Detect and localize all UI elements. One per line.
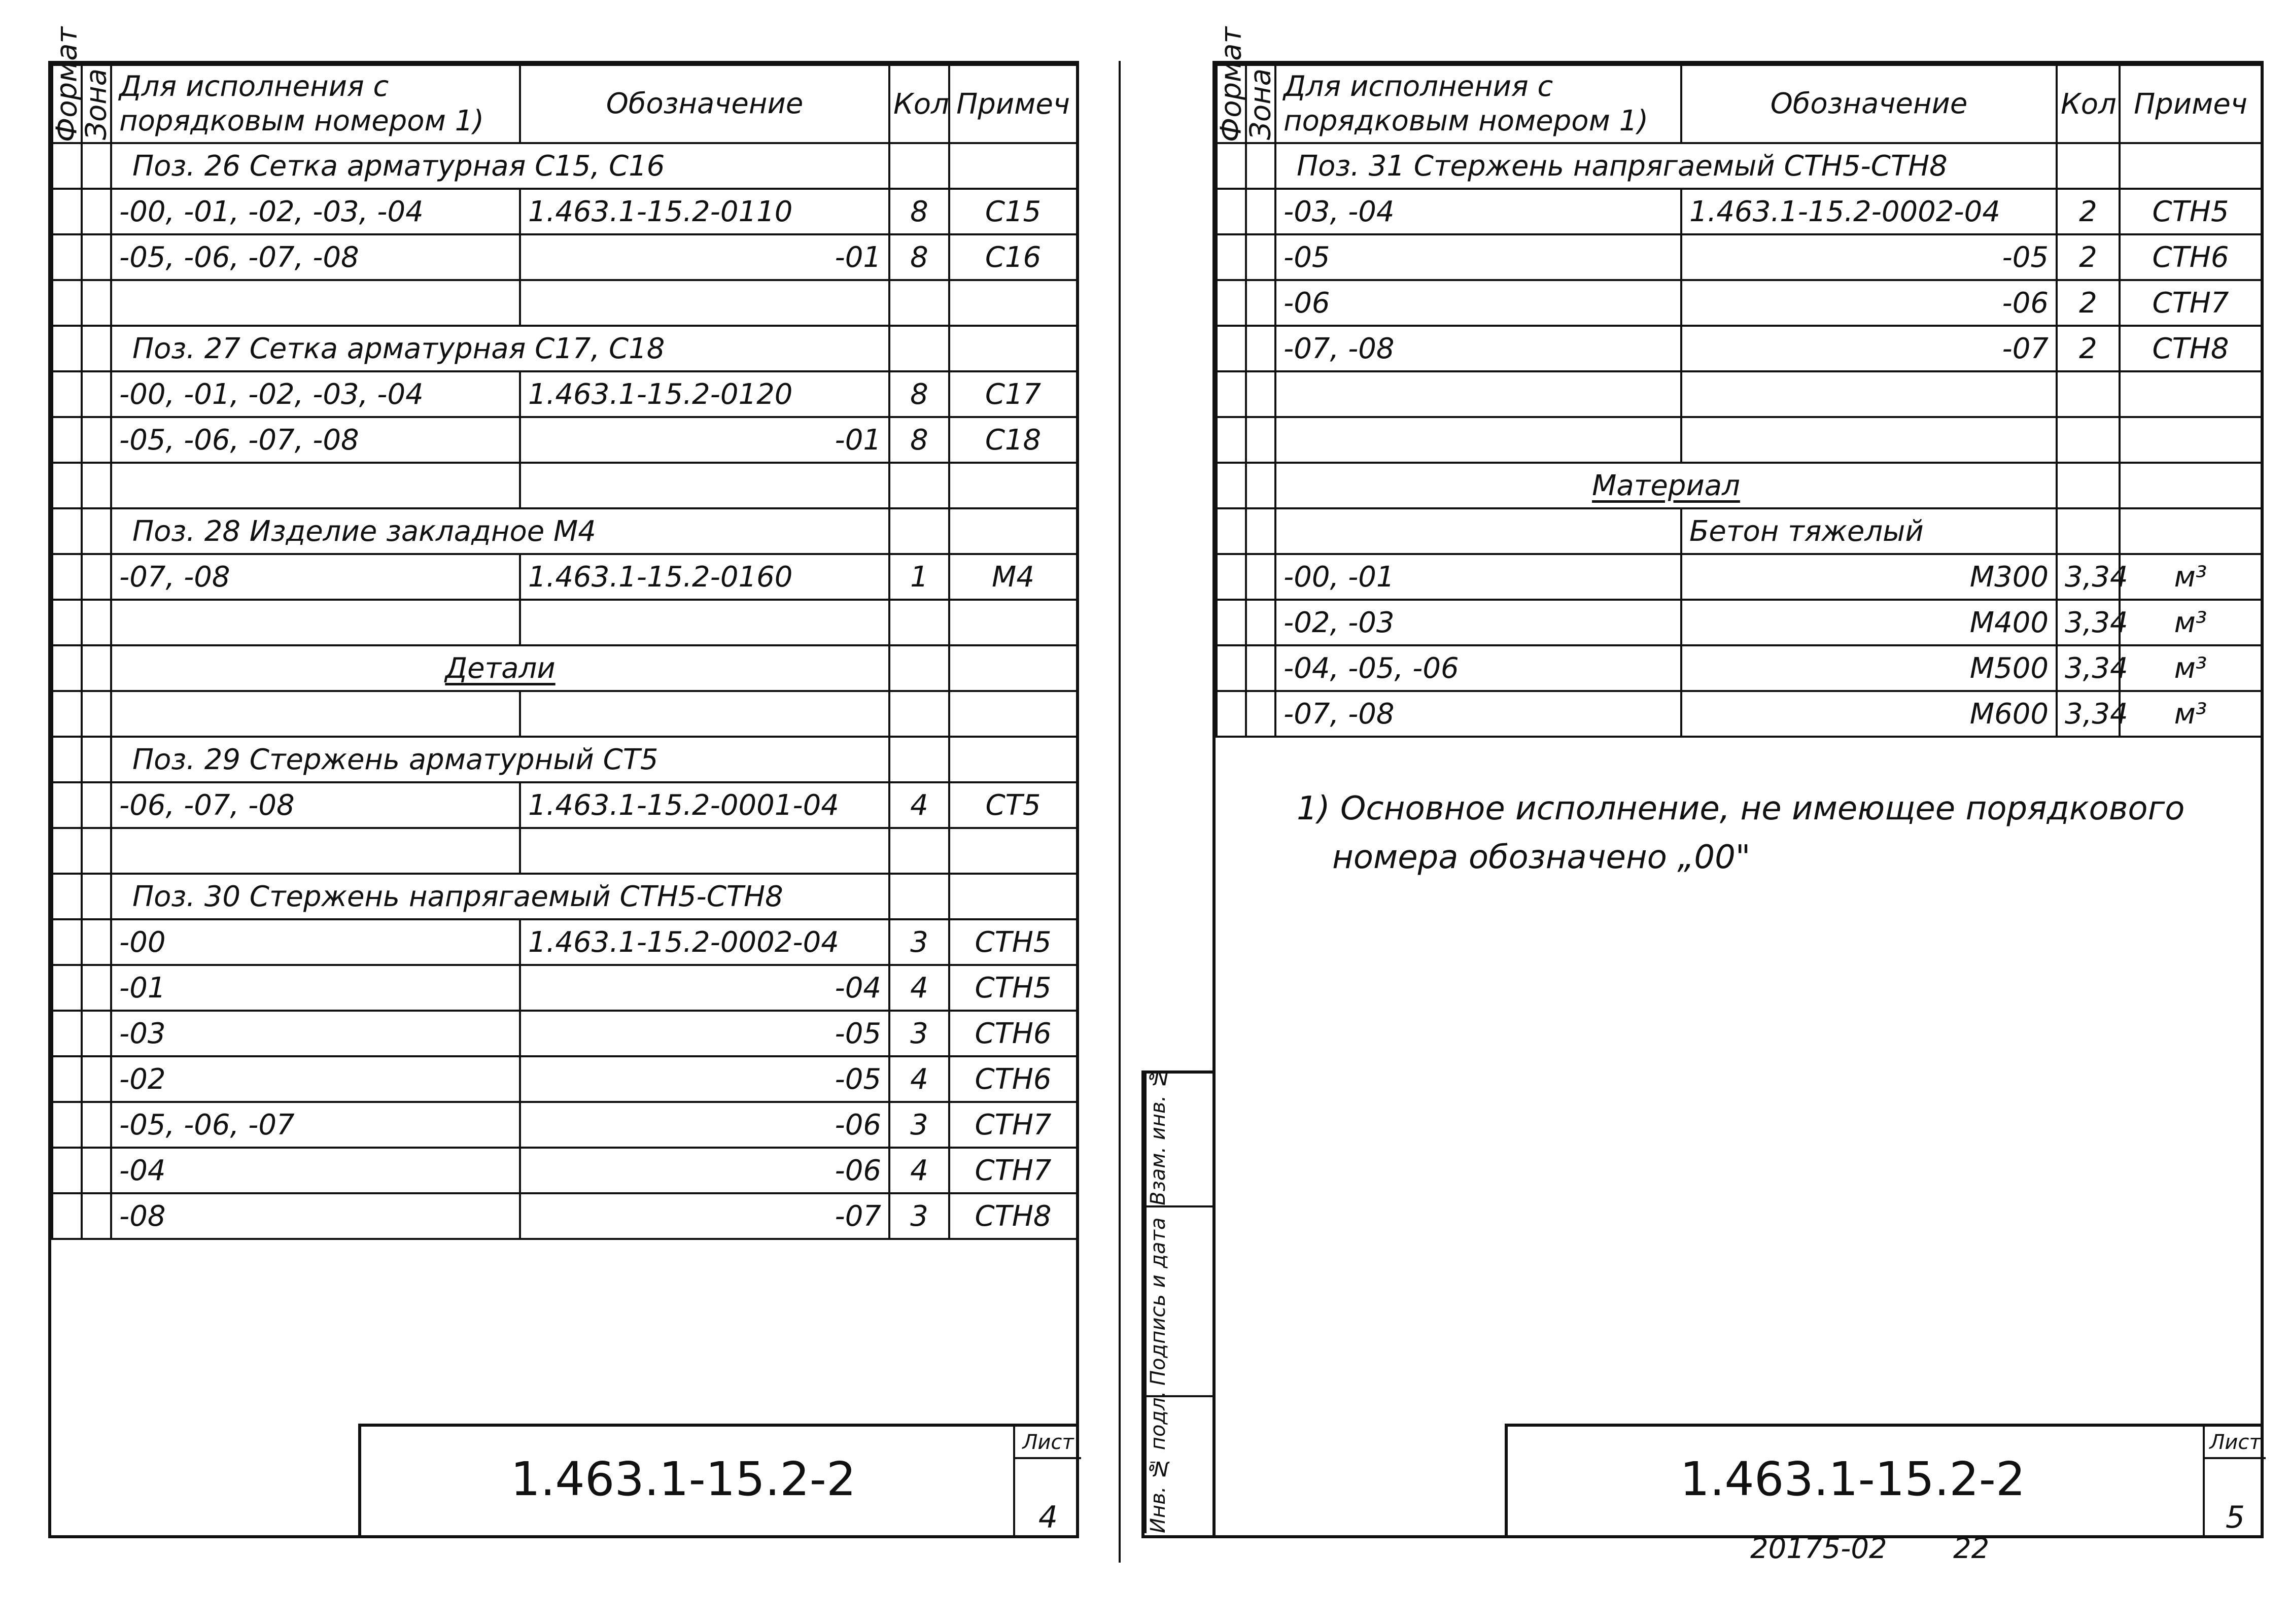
qty-cell: 4 <box>889 1148 949 1193</box>
position-title: Поз. 31 Стержень напрягаемый СТН5-СТН8 <box>1275 143 2057 189</box>
cell-designation <box>520 691 889 737</box>
cell-zone <box>82 554 111 600</box>
note-cell: С18 <box>949 417 1077 463</box>
cell-format <box>1217 645 1246 691</box>
cell-format <box>1217 554 1246 600</box>
cell-qty <box>889 874 949 919</box>
designation-cell: М400 <box>1681 600 2057 645</box>
qty-cell: 2 <box>2057 280 2120 326</box>
note-cell: СТН6 <box>2120 234 2262 280</box>
sheet-number: 5 <box>2225 1500 2245 1535</box>
table-row <box>1217 280 2262 326</box>
document-code: 1.463.1-15.2-2 <box>510 1452 856 1506</box>
qty-cell: 8 <box>889 417 949 463</box>
cell-designation <box>520 600 889 645</box>
header-variant: Для исполнения с порядковым номером 1) <box>111 65 520 143</box>
table-row <box>52 280 1077 326</box>
table-row <box>52 189 1077 234</box>
cell-format <box>1217 189 1246 234</box>
table-row <box>1217 371 2262 417</box>
cell-zone <box>1246 554 1275 600</box>
variant-cell: -07, -08 <box>111 554 520 600</box>
header-zone: Зона <box>1246 65 1275 143</box>
cell-format <box>1217 326 1246 371</box>
note-cell: М4 <box>949 554 1077 600</box>
spec-table-sheet-5 <box>1215 26 2263 738</box>
section-title <box>1275 463 2057 508</box>
note-cell: СТН7 <box>2120 280 2262 326</box>
table-row <box>52 463 1077 508</box>
header-note: Примеч <box>949 65 1077 143</box>
cell-zone <box>82 1102 111 1148</box>
cell-zone <box>1246 326 1275 371</box>
cell-variant <box>1275 371 1681 417</box>
cell-zone <box>1246 189 1275 234</box>
variant-cell: -05, -06, -07 <box>111 1102 520 1148</box>
note-cell: СТН6 <box>949 1056 1077 1102</box>
sheet-number-box <box>2203 1427 2266 1538</box>
qty-cell: 3,34 <box>2057 554 2120 600</box>
section-title-text: Материал <box>1592 469 1740 502</box>
cell-zone <box>82 782 111 828</box>
cell-zone <box>1246 234 1275 280</box>
cell-qty <box>2057 463 2120 508</box>
variant-cell: -00, -01, -02, -03, -04 <box>111 371 520 417</box>
footer-left-number: 20175-02 <box>1750 1532 1887 1565</box>
cell-note <box>949 691 1077 737</box>
cell-zone <box>82 143 111 189</box>
variant-cell: -00 <box>111 919 520 965</box>
qty-cell: 4 <box>889 782 949 828</box>
variant-cell: -04, -05, -06 <box>1275 645 1681 691</box>
variant-cell: -07, -08 <box>1275 326 1681 371</box>
table-row <box>1217 554 2262 600</box>
position-title: Поз. 26 Сетка арматурная С15, С16 <box>111 143 889 189</box>
qty-cell: 3 <box>889 1102 949 1148</box>
table-row <box>1217 326 2262 371</box>
header-qty: Кол <box>889 65 949 143</box>
table-header <box>52 65 1077 143</box>
table-header <box>1217 65 2262 143</box>
note-cell: м³ <box>2120 554 2262 600</box>
cell-zone <box>82 691 111 737</box>
position-title: Поз. 30 Стержень напрягаемый СТН5-СТН8 <box>111 874 889 919</box>
cell-format <box>52 280 82 326</box>
variant-cell: -03, -04 <box>1275 189 1681 234</box>
document-code: 1.463.1-15.2-2 <box>1680 1452 2026 1506</box>
cell-format <box>52 508 82 554</box>
header-designation: Обозначение <box>520 65 889 143</box>
cell-format <box>52 554 82 600</box>
note-cell: м³ <box>2120 600 2262 645</box>
cell-zone <box>82 1011 111 1056</box>
position-title: Поз. 29 Стержень арматурный СТ5 <box>111 737 889 782</box>
cell-qty <box>2057 417 2120 463</box>
table-row <box>52 782 1077 828</box>
cell-variant <box>111 463 520 508</box>
cell-designation <box>1681 371 2057 417</box>
qty-cell: 3,34 <box>2057 600 2120 645</box>
note-cell: СТН7 <box>949 1102 1077 1148</box>
cell-note <box>2120 463 2262 508</box>
position-title: Поз. 28 Изделие закладное М4 <box>111 508 889 554</box>
cell-zone <box>82 645 111 691</box>
cell-note <box>949 737 1077 782</box>
table-row <box>52 1193 1077 1239</box>
cell-qty <box>889 645 949 691</box>
footnote-line-2: номера обозначено „00" <box>1332 839 1751 876</box>
side-stamp <box>1141 1065 1216 1538</box>
cell-format <box>1217 417 1246 463</box>
cell-format <box>52 874 82 919</box>
table-row <box>52 1148 1077 1193</box>
sheet-number-box <box>1013 1427 1081 1538</box>
qty-cell: 8 <box>889 371 949 417</box>
table-row <box>1217 463 2262 508</box>
designation-cell: -06 <box>520 1102 889 1148</box>
sheet-divider <box>1119 61 1121 1563</box>
title-block <box>1505 1424 2264 1538</box>
cell-note <box>949 874 1077 919</box>
table-row <box>1217 600 2262 645</box>
qty-cell: 3,34 <box>2057 691 2120 737</box>
note-cell: СТН5 <box>2120 189 2262 234</box>
cell-format <box>52 919 82 965</box>
cell-zone <box>82 417 111 463</box>
cell-zone <box>82 371 111 417</box>
qty-cell: 3 <box>889 919 949 965</box>
cell-zone <box>1246 691 1275 737</box>
table-row <box>52 508 1077 554</box>
cell-variant <box>111 691 520 737</box>
footnote <box>1297 784 2210 882</box>
sheet-5 <box>1212 26 2264 1538</box>
variant-cell <box>1275 508 1681 554</box>
designation-cell: -01 <box>520 417 889 463</box>
cell-qty <box>2057 371 2120 417</box>
cell-note <box>2120 143 2262 189</box>
cell-zone <box>1246 280 1275 326</box>
cell-format <box>52 326 82 371</box>
note-cell: СТН5 <box>949 919 1077 965</box>
cell-zone <box>82 1148 111 1193</box>
table-row <box>1217 143 2262 189</box>
sheet-number: 4 <box>1038 1500 1058 1535</box>
cell-variant <box>111 600 520 645</box>
stamp-inv-original: Инв. № подл. <box>1144 1397 1216 1533</box>
cell-zone <box>82 508 111 554</box>
qty-cell: 4 <box>889 965 949 1011</box>
note-cell <box>2120 508 2262 554</box>
table-row <box>52 1102 1077 1148</box>
qty-cell: 2 <box>2057 189 2120 234</box>
cell-format <box>52 645 82 691</box>
cell-zone <box>82 463 111 508</box>
variant-cell: -03 <box>111 1011 520 1056</box>
designation-cell: -05 <box>1681 234 2057 280</box>
cell-format <box>52 600 82 645</box>
qty-cell: 1 <box>889 554 949 600</box>
cell-qty <box>889 280 949 326</box>
header-note: Примеч <box>2120 65 2262 143</box>
designation-cell: 1.463.1-15.2-0002-04 <box>1681 189 2057 234</box>
header-designation: Обозначение <box>1681 65 2057 143</box>
cell-format <box>52 1193 82 1239</box>
cell-zone <box>1246 645 1275 691</box>
cell-zone <box>82 189 111 234</box>
table-row <box>1217 508 2262 554</box>
qty-cell <box>2057 508 2120 554</box>
qty-cell: 8 <box>889 189 949 234</box>
cell-zone <box>82 234 111 280</box>
note-cell: СТН5 <box>949 965 1077 1011</box>
cell-designation <box>1681 417 2057 463</box>
cell-note <box>949 143 1077 189</box>
table-row <box>52 143 1077 189</box>
cell-designation <box>520 463 889 508</box>
table-row <box>52 326 1077 371</box>
cell-format <box>52 143 82 189</box>
cell-format <box>52 1148 82 1193</box>
table-row <box>52 234 1077 280</box>
table-row <box>52 600 1077 645</box>
cell-zone <box>82 280 111 326</box>
designation-cell: М500 <box>1681 645 2057 691</box>
section-title-text: Детали <box>445 651 556 685</box>
title-block <box>358 1424 1079 1538</box>
variant-cell: -04 <box>111 1148 520 1193</box>
cell-zone <box>1246 417 1275 463</box>
table-row <box>52 1056 1077 1102</box>
cell-format <box>1217 280 1246 326</box>
cell-qty <box>889 463 949 508</box>
qty-cell: 3 <box>889 1011 949 1056</box>
table-row <box>52 1011 1077 1056</box>
designation-cell: 1.463.1-15.2-0160 <box>520 554 889 600</box>
designation-cell: М300 <box>1681 554 2057 600</box>
cell-note <box>2120 417 2262 463</box>
position-title: Поз. 27 Сетка арматурная С17, С18 <box>111 326 889 371</box>
note-cell: СТН6 <box>949 1011 1077 1056</box>
qty-cell: 2 <box>2057 234 2120 280</box>
table-row <box>52 417 1077 463</box>
cell-format <box>52 1102 82 1148</box>
cell-zone <box>1246 463 1275 508</box>
designation-cell: 1.463.1-15.2-0001-04 <box>520 782 889 828</box>
cell-qty <box>889 600 949 645</box>
designation-cell: -07 <box>520 1193 889 1239</box>
designation-cell: -05 <box>520 1011 889 1056</box>
cell-zone <box>82 326 111 371</box>
note-cell: СТ5 <box>949 782 1077 828</box>
sheet-label: Лист <box>2205 1431 2266 1459</box>
footer-right-number: 22 <box>1953 1532 1990 1565</box>
variant-cell: -02, -03 <box>1275 600 1681 645</box>
table-row <box>52 874 1077 919</box>
cell-format <box>52 371 82 417</box>
stamp-replace-inv: Взам. инв. № <box>1144 1074 1216 1207</box>
cell-zone <box>82 737 111 782</box>
cell-zone <box>82 1193 111 1239</box>
cell-qty <box>889 143 949 189</box>
cell-designation <box>520 280 889 326</box>
cell-zone <box>82 874 111 919</box>
designation-cell: -01 <box>520 234 889 280</box>
designation-cell: -07 <box>1681 326 2057 371</box>
designation-cell: 1.463.1-15.2-0120 <box>520 371 889 417</box>
header-zone: Зона <box>82 65 111 143</box>
cell-note <box>2120 371 2262 417</box>
cell-format <box>1217 508 1246 554</box>
cell-format <box>52 417 82 463</box>
header-format: Формат <box>1215 26 1248 142</box>
designation-cell: 1.463.1-15.2-0002-04 <box>520 919 889 965</box>
cell-variant <box>111 280 520 326</box>
qty-cell: 3 <box>889 1193 949 1239</box>
cell-note <box>949 600 1077 645</box>
stamp-signature-date: Подпись и дата <box>1144 1207 1216 1397</box>
note-cell: СТН8 <box>2120 326 2262 371</box>
variant-cell: -07, -08 <box>1275 691 1681 737</box>
cell-format <box>52 1056 82 1102</box>
cell-qty <box>889 691 949 737</box>
qty-cell: 8 <box>889 234 949 280</box>
cell-format <box>1217 600 1246 645</box>
table-row <box>1217 691 2262 737</box>
table-row <box>52 737 1077 782</box>
note-cell: м³ <box>2120 691 2262 737</box>
table-row <box>1217 645 2262 691</box>
footnote-line-1: 1) Основное исполнение, не имеющее порядкового <box>1297 790 2185 827</box>
table-row <box>52 645 1077 691</box>
variant-cell: -01 <box>111 965 520 1011</box>
cell-zone <box>1246 143 1275 189</box>
cell-note <box>949 280 1077 326</box>
designation-cell: -05 <box>520 1056 889 1102</box>
table-row <box>52 828 1077 874</box>
cell-zone <box>1246 600 1275 645</box>
cell-designation <box>520 828 889 874</box>
table-row <box>52 554 1077 600</box>
note-cell: СТН8 <box>949 1193 1077 1239</box>
cell-qty <box>889 737 949 782</box>
cell-format <box>52 1011 82 1056</box>
qty-cell: 2 <box>2057 326 2120 371</box>
table-row <box>52 919 1077 965</box>
designation-cell: Бетон тяжелый <box>1681 508 2057 554</box>
cell-format <box>52 782 82 828</box>
cell-format <box>52 691 82 737</box>
cell-qty <box>889 828 949 874</box>
variant-cell: -06, -07, -08 <box>111 782 520 828</box>
cell-zone <box>1246 371 1275 417</box>
cell-qty <box>889 508 949 554</box>
cell-note <box>949 508 1077 554</box>
spec-table-sheet-4 <box>50 26 1078 1240</box>
cell-format <box>52 828 82 874</box>
cell-format <box>52 737 82 782</box>
cell-variant <box>111 828 520 874</box>
designation-cell: -06 <box>520 1148 889 1193</box>
designation-cell: М600 <box>1681 691 2057 737</box>
variant-cell: -02 <box>111 1056 520 1102</box>
cell-qty <box>2057 143 2120 189</box>
table-row <box>52 965 1077 1011</box>
cell-zone <box>1246 508 1275 554</box>
variant-cell: -06 <box>1275 280 1681 326</box>
note-cell: С15 <box>949 189 1077 234</box>
note-cell: С17 <box>949 371 1077 417</box>
cell-format <box>52 463 82 508</box>
table-row <box>52 371 1077 417</box>
cell-note <box>949 645 1077 691</box>
designation-cell: 1.463.1-15.2-0110 <box>520 189 889 234</box>
section-title <box>111 645 889 691</box>
cell-format <box>1217 234 1246 280</box>
cell-format <box>1217 143 1246 189</box>
note-cell: СТН7 <box>949 1148 1077 1193</box>
qty-cell: 3,34 <box>2057 645 2120 691</box>
cell-format <box>1217 691 1246 737</box>
variant-cell: -08 <box>111 1193 520 1239</box>
variant-cell: -05 <box>1275 234 1681 280</box>
designation-cell: -06 <box>1681 280 2057 326</box>
cell-zone <box>82 1056 111 1102</box>
cell-format <box>1217 463 1246 508</box>
note-cell: м³ <box>2120 645 2262 691</box>
variant-cell: -00, -01 <box>1275 554 1681 600</box>
cell-format <box>1217 371 1246 417</box>
header-format: Формат <box>50 26 84 142</box>
header-qty: Кол <box>2057 65 2120 143</box>
table-row <box>52 691 1077 737</box>
table-row <box>1217 189 2262 234</box>
sheet-label: Лист <box>1015 1431 1081 1459</box>
cell-note <box>949 463 1077 508</box>
header-variant: Для исполнения с порядковым номером 1) <box>1275 65 1681 143</box>
table-row <box>1217 234 2262 280</box>
cell-format <box>52 189 82 234</box>
table-row <box>1217 417 2262 463</box>
cell-zone <box>82 919 111 965</box>
note-cell: С16 <box>949 234 1077 280</box>
cell-format <box>52 234 82 280</box>
variant-cell: -05, -06, -07, -08 <box>111 417 520 463</box>
cell-variant <box>1275 417 1681 463</box>
cell-qty <box>889 326 949 371</box>
cell-format <box>52 965 82 1011</box>
variant-cell: -05, -06, -07, -08 <box>111 234 520 280</box>
cell-zone <box>82 965 111 1011</box>
sheet-4 <box>48 26 1079 1538</box>
variant-cell: -00, -01, -02, -03, -04 <box>111 189 520 234</box>
cell-note <box>949 326 1077 371</box>
qty-cell: 4 <box>889 1056 949 1102</box>
cell-zone <box>82 828 111 874</box>
cell-note <box>949 828 1077 874</box>
designation-cell: -04 <box>520 965 889 1011</box>
cell-zone <box>82 600 111 645</box>
